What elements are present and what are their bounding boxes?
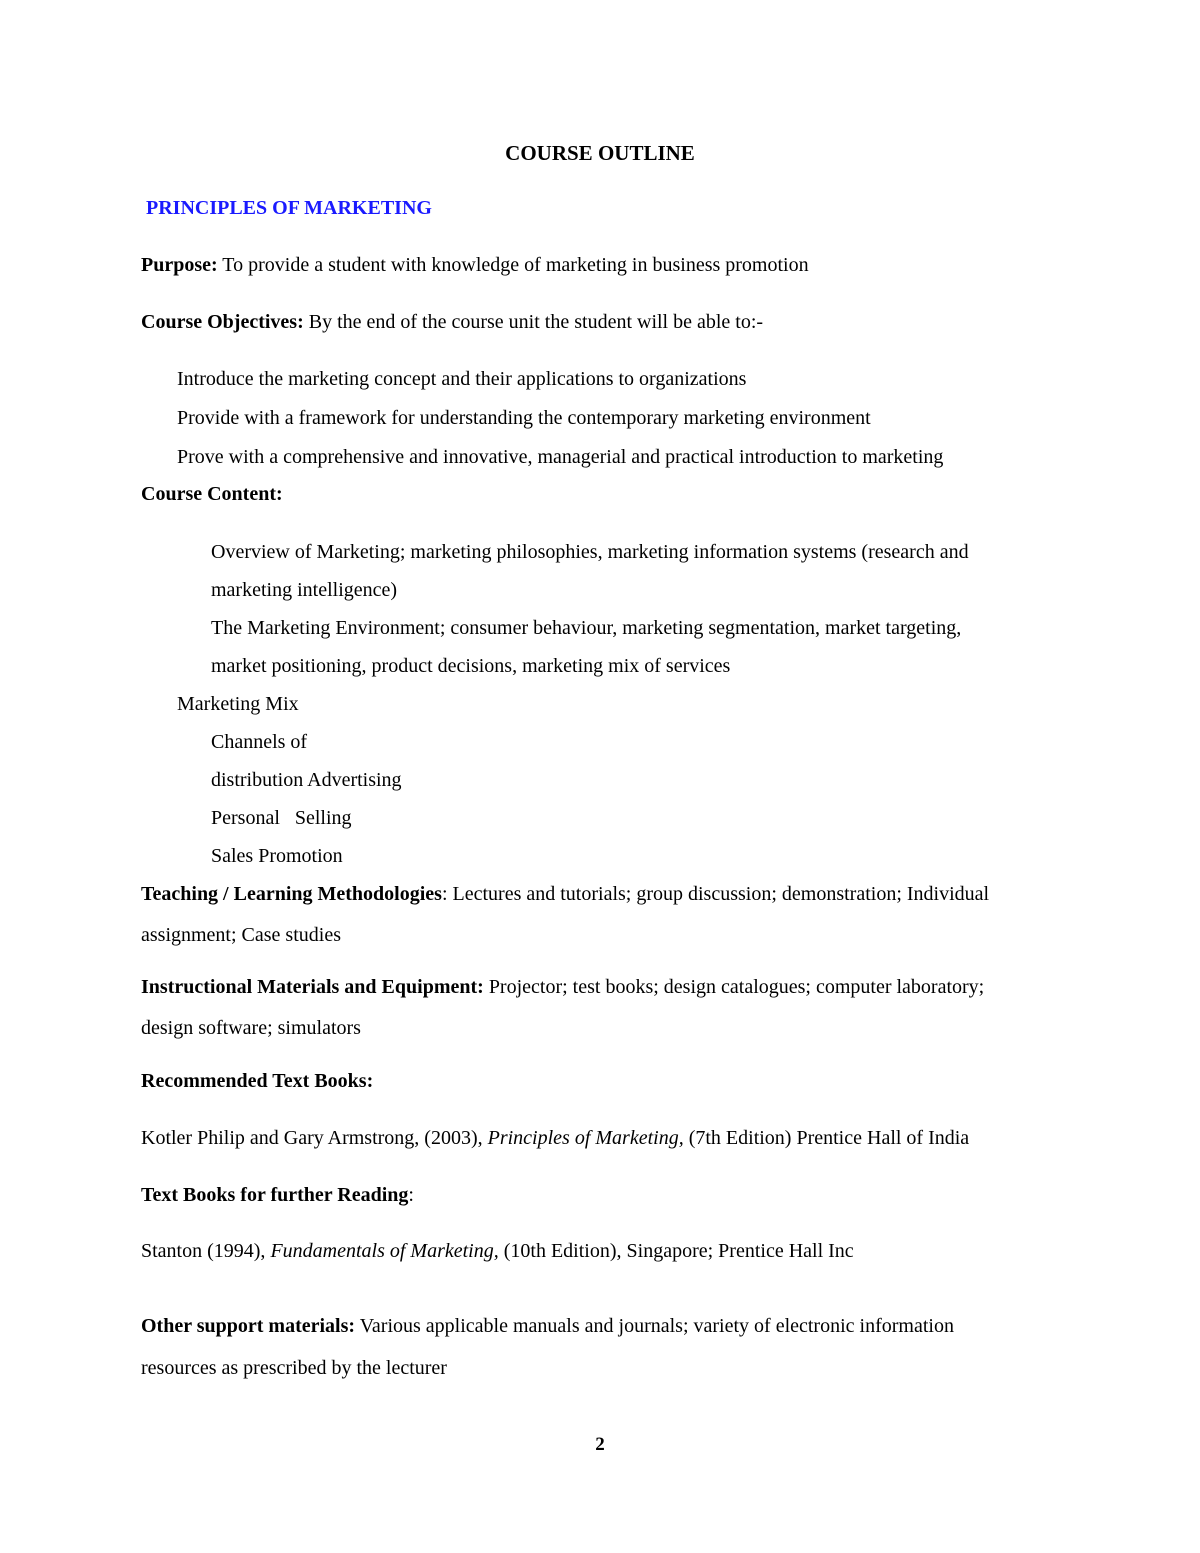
teaching-label: Teaching / Learning Methodologies <box>141 883 442 905</box>
recommended-book-author: Kotler Philip and Gary Armstrong, (2003), <box>141 1127 488 1149</box>
recommended-book-publisher: (7th Edition) Prentice Hall of India <box>683 1127 970 1149</box>
content-line: marketing intelligence) <box>211 579 398 601</box>
objective-item: Provide with a framework for understanding the contemporary marketing environment <box>177 407 871 429</box>
materials-text: Projector; test books; design catalogues; computer laboratory; <box>483 976 985 998</box>
purpose-line <box>141 253 809 277</box>
objective-item: Introduce the marketing concept and their applications to organizations <box>177 368 747 390</box>
purpose-text: To provide a student with knowledge of marketing in business promotion <box>217 254 809 276</box>
recommended-book-title: Principles of Marketing, <box>487 1127 684 1149</box>
recommended-book <box>141 1126 969 1150</box>
further-colon: : <box>408 1184 414 1206</box>
other-line <box>141 1314 954 1338</box>
materials-line <box>141 975 984 999</box>
other-label: Other support materials: <box>141 1315 356 1337</box>
other-text: Various applicable manuals and journals; variety of electronic information <box>355 1315 954 1337</box>
content-line: Channels of <box>211 731 308 753</box>
further-book-title: Fundamentals of Marketing, <box>270 1240 499 1262</box>
content-line: The Marketing Environment; consumer behaviour, marketing segmentation, market targeting, <box>211 617 962 639</box>
further-heading <box>141 1183 414 1207</box>
recommended-heading <box>141 1069 373 1093</box>
content-label: Course Content: <box>141 483 283 505</box>
content-line: distribution Advertising <box>211 769 402 791</box>
page-title: COURSE OUTLINE <box>505 141 695 165</box>
recommended-label: Recommended Text Books: <box>141 1070 374 1092</box>
further-label: Text Books for further Reading <box>141 1184 409 1206</box>
content-line: market positioning, product decisions, marketing mix of services <box>211 655 731 677</box>
content-line: Overview of Marketing; marketing philosophies, marketing information systems (research and <box>211 541 969 563</box>
objectives-text: By the end of the course unit the student will be able to:- <box>303 311 764 333</box>
teaching-text: : Lectures and tutorials; group discussion; demonstration; Individual <box>441 883 990 905</box>
materials-label: Instructional Materials and Equipment: <box>141 976 484 998</box>
content-line: Personal Selling <box>211 807 352 829</box>
further-book <box>141 1239 854 1263</box>
materials-line-2: design software; simulators <box>141 1017 361 1039</box>
content-line: Sales Promotion <box>211 845 343 867</box>
teaching-line <box>141 882 989 906</box>
purpose-label: Purpose: <box>141 254 218 276</box>
content-line: Marketing Mix <box>177 693 299 715</box>
further-book-author: Stanton (1994), <box>141 1240 271 1262</box>
teaching-line-2: assignment; Case studies <box>141 924 341 946</box>
objectives-line <box>141 310 763 334</box>
objective-item: Prove with a comprehensive and innovative, managerial and practical introduction to marketing <box>177 446 944 468</box>
page-number: 2 <box>595 1434 605 1455</box>
other-line-2: resources as prescribed by the lecturer <box>141 1357 447 1379</box>
further-book-publisher: (10th Edition), Singapore; Prentice Hall Inc <box>498 1240 854 1262</box>
objectives-label: Course Objectives: <box>141 311 304 333</box>
course-subtitle: PRINCIPLES OF MARKETING <box>146 197 432 219</box>
content-heading <box>141 482 283 506</box>
